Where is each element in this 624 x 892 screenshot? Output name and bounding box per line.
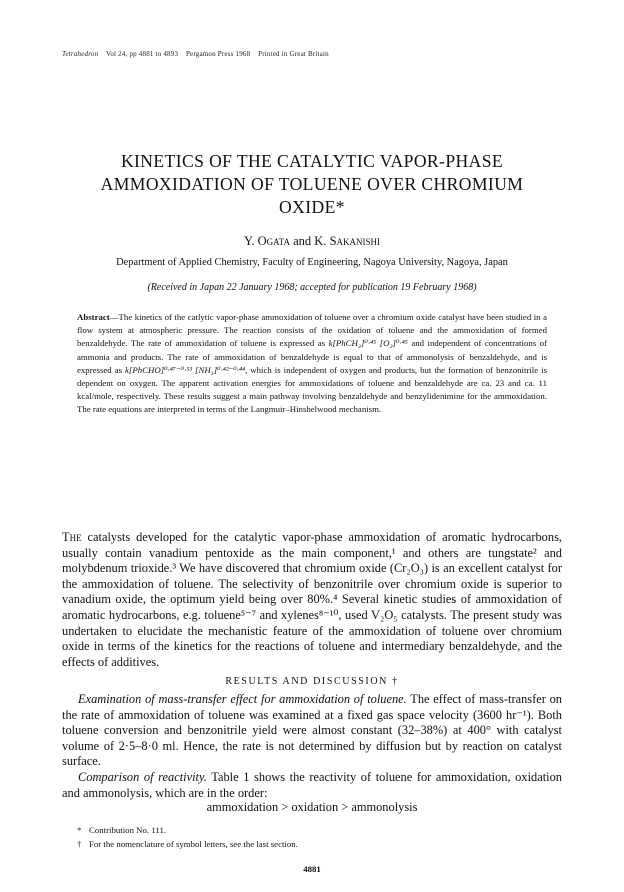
- running-header: [62, 50, 329, 58]
- paragraph-text: The effect of mass-transfer on the rate of ammoxidation of toluene was examined at a fixed gas space velocity (3600 hr⁻¹). Both toluene conversion and benzonitrile yield were almost constant (32–38%) at 400° with catalyst volume of 2·5–8·0 ml. Hence, the rate is not determined by diffusion but by reaction on catalyst surface.: [62, 692, 562, 769]
- author-name: Sakanishi: [329, 234, 381, 248]
- abstract-text: and independent of concentrations of ammonia and products. The rate of ammoxidation of benzaldehyde is equal to that of ammonolysis of benzaldehyde, and is expressed as: [77, 338, 548, 375]
- footnote-text: For the nomenclature of symbol letters, see the last section.: [89, 839, 298, 849]
- footnote-mark: †: [77, 839, 82, 849]
- paragraph-title: Comparison of reactivity.: [78, 769, 207, 784]
- journal-name: Tetrahedron: [62, 50, 99, 58]
- lead-word: The: [62, 530, 82, 544]
- affiliation: Department of Applied Chemistry, Faculty of Engineering, Nagoya University, Nagoya, Japan: [116, 257, 508, 268]
- paper-title: [60, 150, 564, 219]
- introduction: [62, 530, 562, 670]
- footnotes: [77, 823, 298, 851]
- author-name: Ogata: [257, 234, 290, 248]
- publisher: Pergamon Press 1968: [185, 50, 251, 58]
- title-line: AMMOXIDATION OF TOLUENE OVER CHROMIUM: [100, 174, 524, 194]
- citation: Vol 24, pp 4881 to 4893: [106, 50, 179, 58]
- paragraph-title: Examination of mass-transfer effect for ammoxidation of toluene.: [78, 692, 407, 706]
- results-section: [62, 692, 562, 801]
- section-heading: RESULTS AND DISCUSSION †: [225, 676, 399, 687]
- author-initial: K.: [314, 234, 327, 248]
- title-line: OXIDE*: [279, 197, 345, 217]
- abstract-label: Abstract: [77, 312, 110, 322]
- abstract: [77, 311, 547, 417]
- footnote-text: Contribution No. 111.: [89, 825, 167, 835]
- abstract-text: —The kinetics of the catlytic vapor-phase ammoxidation of toluene over a chromium oxide catalyst have been studied in a flow system at atmospheric pressure. The reaction consists of the oxidation of toluene and the ammoxidation of formed benzaldehyde. The rate of ammoxidation of toluene is expressed as: [77, 312, 547, 349]
- abstract-text: , which is independent of oxygen and products, but the formation of benzonitrile is dependent on oxygen. The apparent activation energies for ammoxidations of toluene and benzaldehyde are ca. 23 and ca. 11 kcal/mole, respectively. These results suggest a main pathway involving benzaldehyde and benzylidenimine for the ammoxidation. The rate equations are interpreted in terms of the Langmuir–Hinshelwood mechanism.: [77, 364, 547, 415]
- footnote: [77, 823, 298, 837]
- paragraph-text: Table 1 shows the reactivity of toluene for ammoxidation, oxidation and ammonolysis, which are in the order:: [62, 769, 562, 800]
- rate-equation: k[PhCHO]⁰·⁴⁷⁻⁰·⁵³ [NH₃]⁰·⁴²⁻⁰·⁴⁴: [125, 364, 246, 375]
- footnote: [77, 837, 298, 851]
- title-line: KINETICS OF THE CATALYTIC VAPOR-PHASE: [120, 151, 504, 171]
- rate-equation: k[PhCH₃]⁰·⁴⁵ [O₂]⁰·⁴⁵: [328, 338, 408, 349]
- footnote-mark: *: [77, 825, 82, 835]
- received-dates: (Received in Japan 22 January 1968; accepted for publication 19 February 1968): [147, 282, 477, 293]
- printed-in: Printed in Great Britain: [258, 50, 329, 58]
- page-number: 4881: [303, 864, 321, 874]
- authors: [0, 234, 624, 249]
- author-initial: Y.: [243, 234, 255, 248]
- intro-text: catalysts developed for the catalytic vapor-phase ammoxidation of aromatic hydrocarbons, usually contain vanadium pentoxide as the main component,¹ and others are tungstate² and molybdenum trioxide.³ We have discovered that chromium oxide (Cr₂O₃) is an excellent catalyst for the ammoxidation of toluene. The selectivity of benzonitrile over chromium oxide is superior to vanadium oxide, the optimum yield being over 80%.⁴ Several kinetic studies of ammoxidation of aromatic hydrocarbons, e.g. toluene⁵⁻⁷ and xylenes⁸⁻¹⁰, used V₂O₅ catalysts. The present study was undertaken to elucidate the mechanistic feature of the ammoxidation of toluene over chromium oxide in terms of the kinetics for the reactions of toluene and intermediary benzaldehyde, and the effects of additives.: [62, 530, 562, 669]
- author-conjunction: and: [293, 234, 312, 248]
- reactivity-order: ammoxidation > oxidation > ammonolysis: [206, 800, 418, 814]
